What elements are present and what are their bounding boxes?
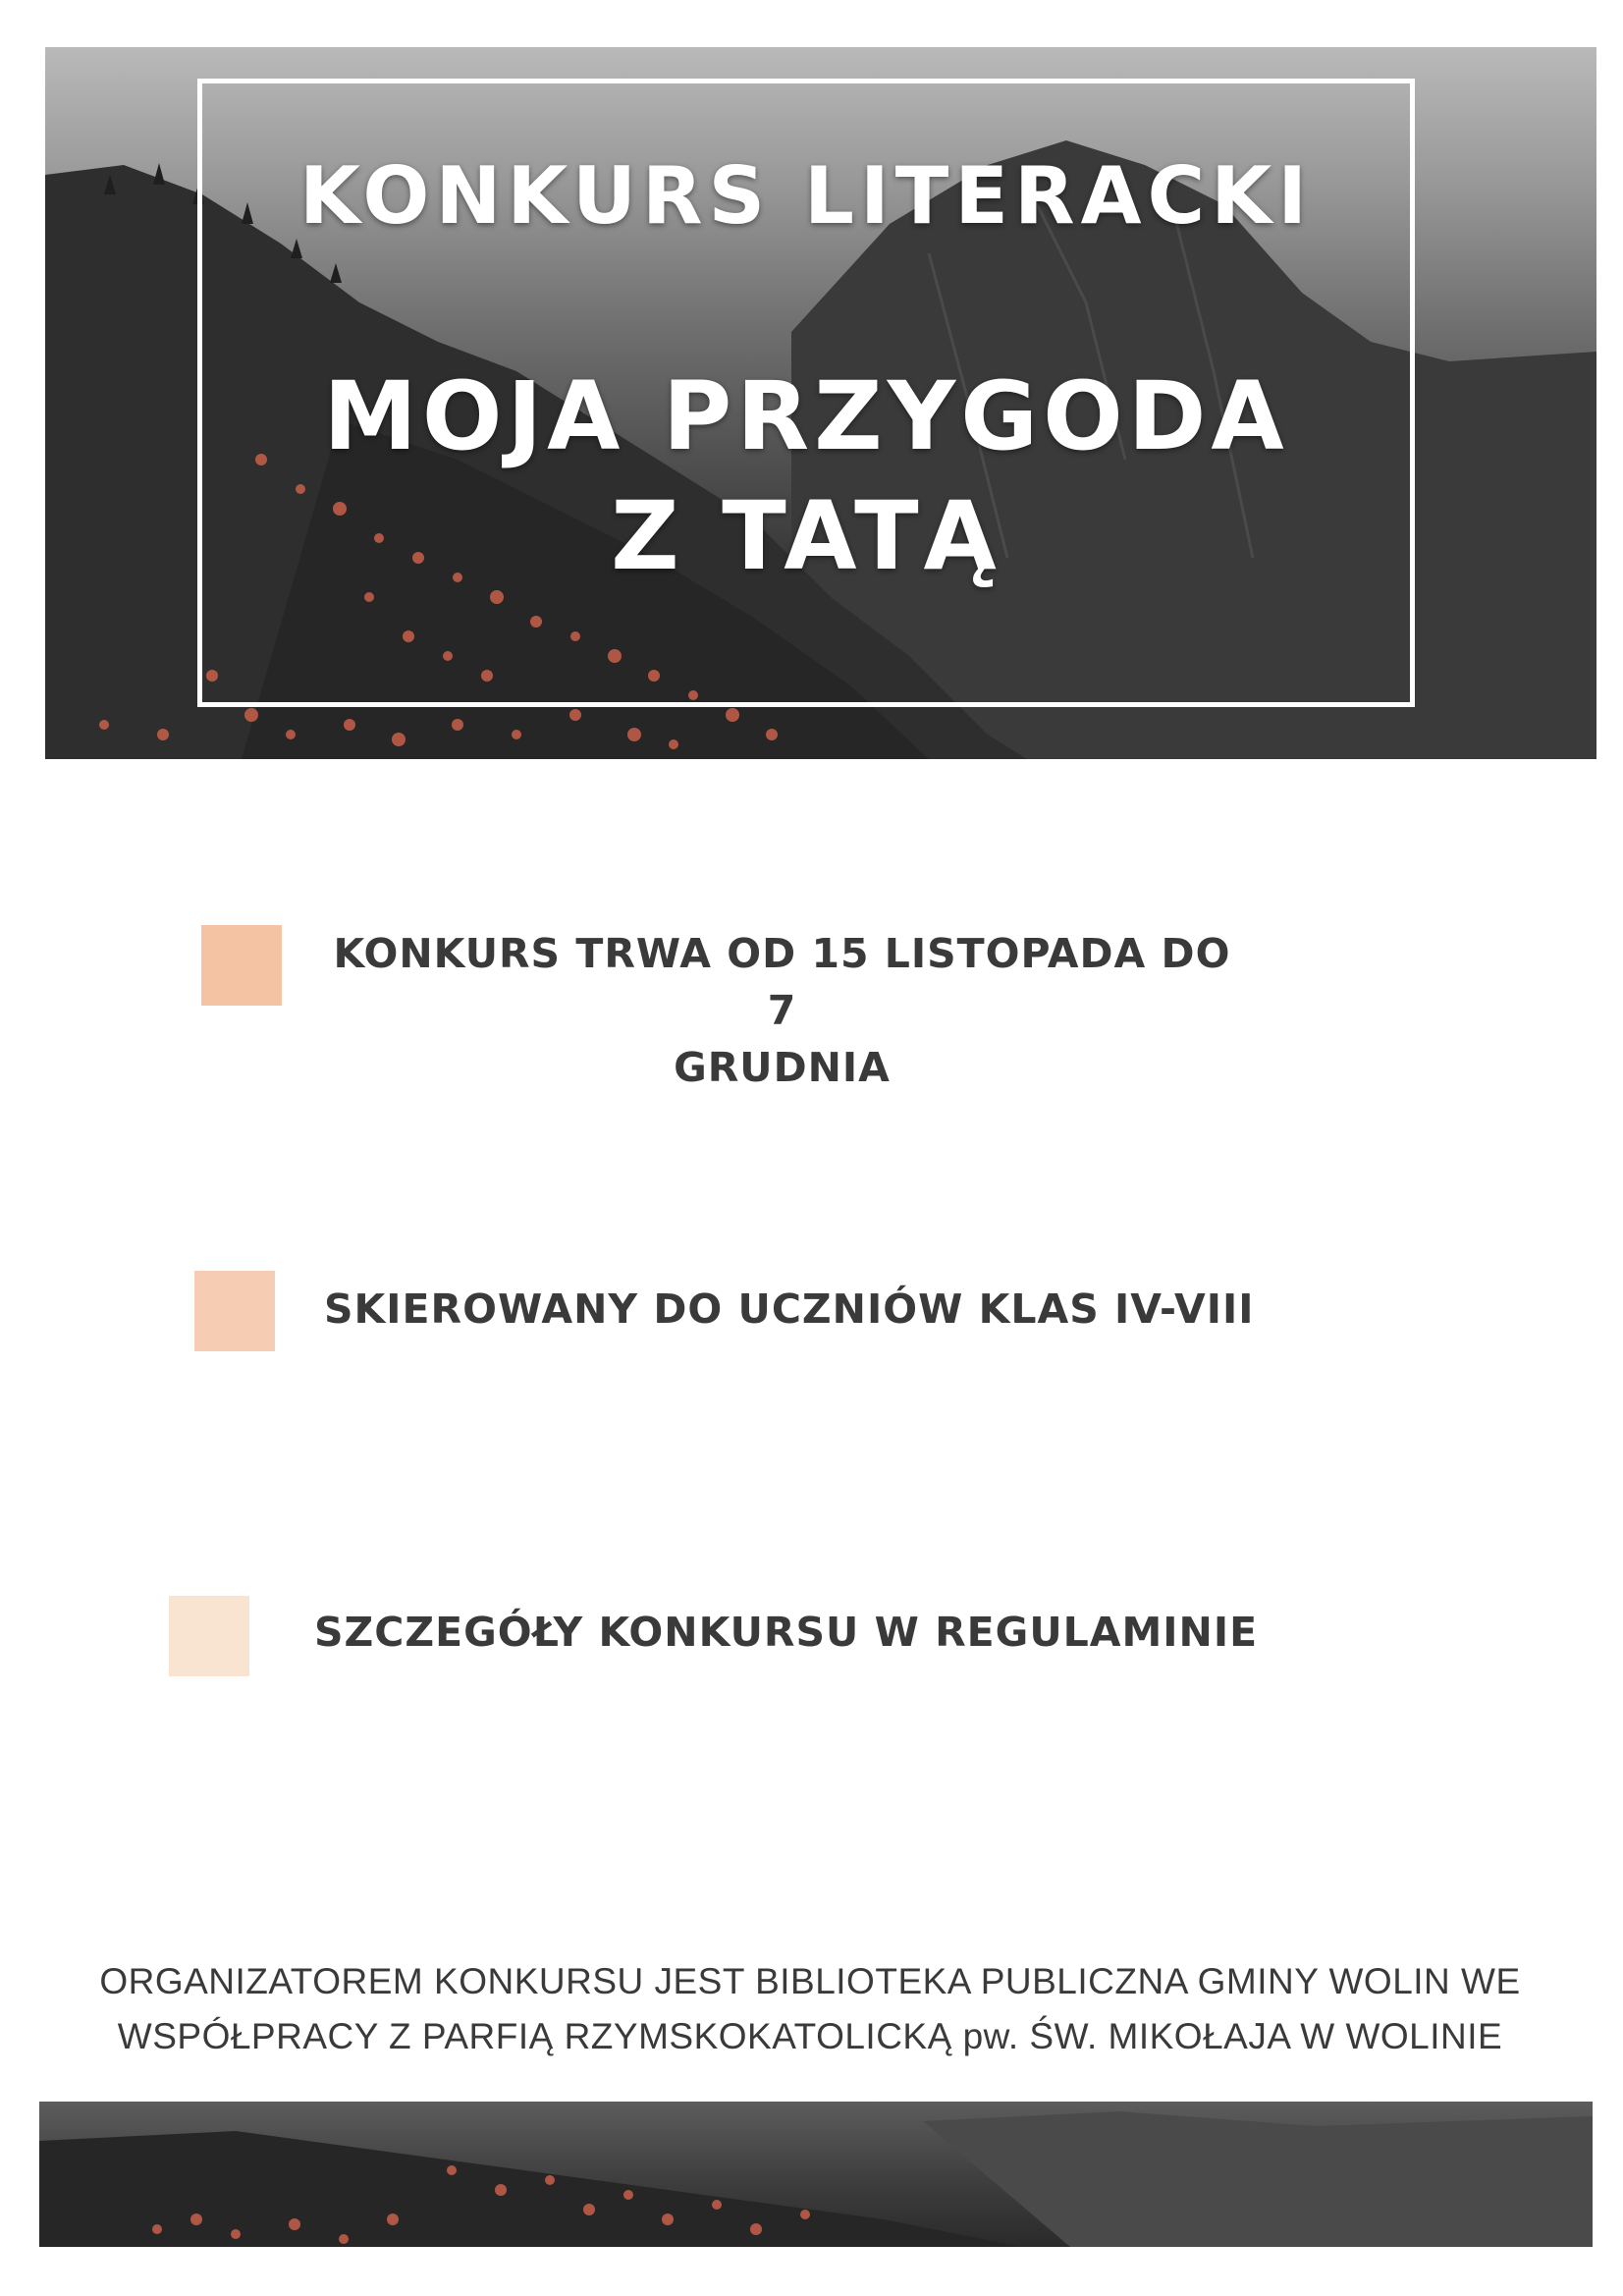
bullet-square-icon	[169, 1596, 249, 1676]
main-title-line1: MOJA PRZYGODA	[323, 361, 1289, 471]
main-title-line2: Z TATĄ	[611, 481, 1001, 591]
bullet-text-audience: SKIEROWANY DO UCZNIÓW KLAS IV-VIII	[324, 1285, 1255, 1333]
bottom-mountain-illustration	[39, 2102, 1593, 2247]
bullet-square-icon	[201, 925, 282, 1006]
bottom-mountain-band	[39, 2102, 1593, 2247]
bullet-item-rules	[169, 1596, 1258, 1676]
organizer-note	[59, 1954, 1561, 2064]
bullet-item-dates	[201, 925, 1241, 1096]
organizer-note-line2: WSPÓŁPRACY Z PARFIĄ RZYMSKOKATOLICKĄ pw. ŚW. MIKOŁAJA W WOLINIE	[117, 2016, 1503, 2056]
bullet-text-line: GRUDNIA	[674, 1044, 891, 1091]
bullet-item-audience	[194, 1271, 1255, 1351]
bullet-text-line: KONKURS TRWA OD 15 LISTOPADA DO 7	[333, 930, 1231, 1034]
bullet-text-dates	[323, 925, 1241, 1096]
hero-mountain-image	[45, 47, 1596, 759]
main-title	[197, 356, 1415, 596]
supertitle: KONKURS LITERACKI	[299, 150, 1313, 242]
bullet-square-icon	[194, 1271, 275, 1351]
bullet-text-rules: SZCZEGÓŁY KONKURSU W REGULAMINIE	[314, 1609, 1259, 1656]
organizer-note-line1: ORGANIZATOREM KONKURSU JEST BIBLIOTEKA PUBLICZNA GMINY WOLIN WE	[99, 1961, 1521, 2001]
